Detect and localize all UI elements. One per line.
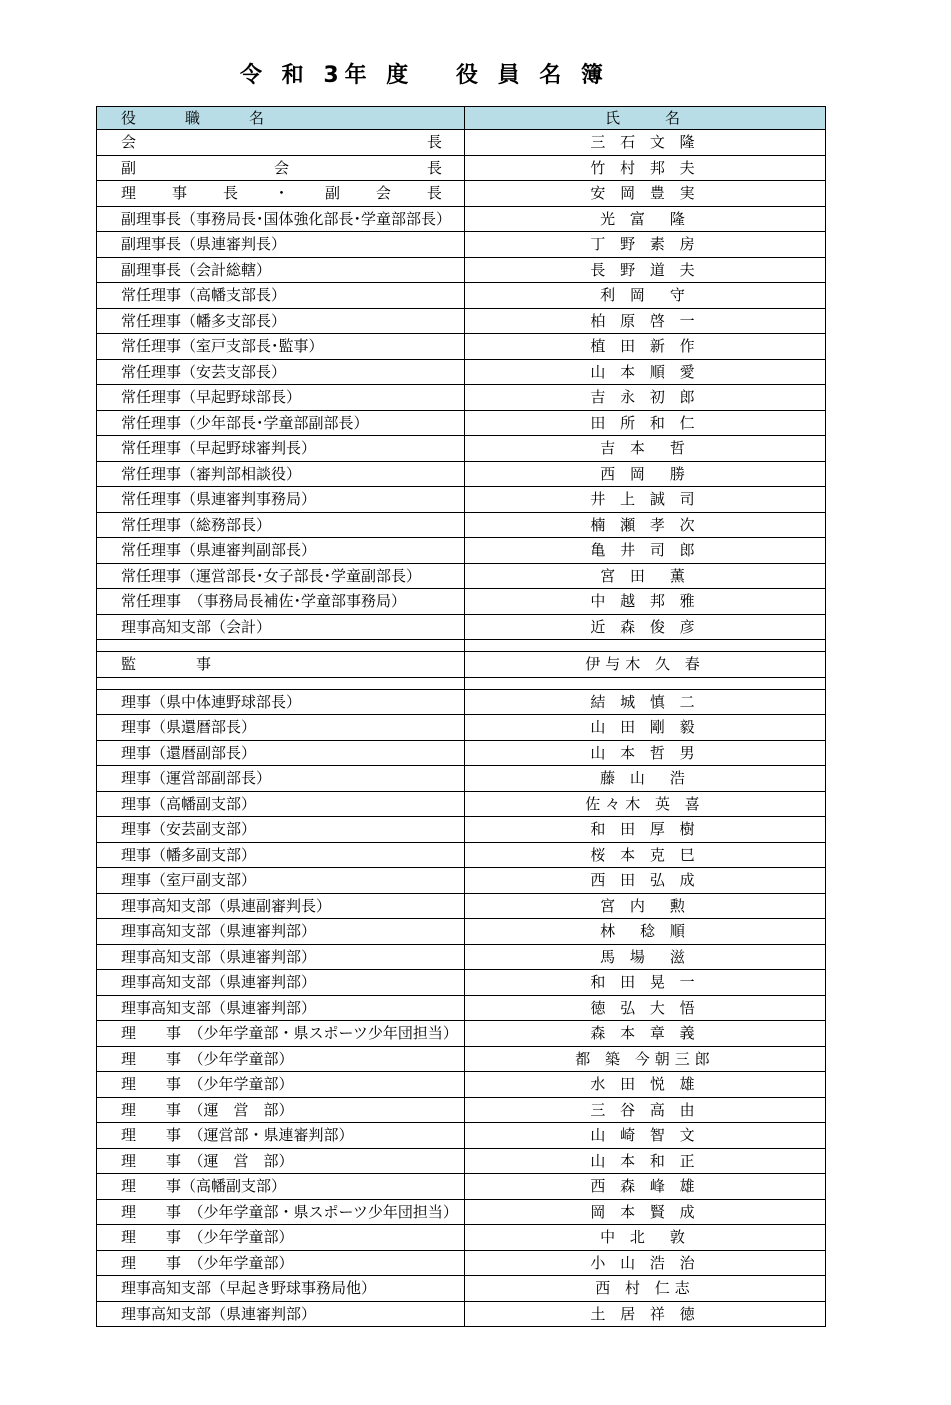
name-cell: 柏 原 啓 一 <box>465 308 826 334</box>
role-cell: 常任理事（県連審判事務局） <box>97 487 465 513</box>
role-cell: 常任理事（安芸支部長） <box>97 359 465 385</box>
name-cell: 山 本 哲 男 <box>465 740 826 766</box>
table-row <box>97 614 826 640</box>
table-row-auditor <box>97 652 826 678</box>
role-cell: 理事高知支部（県連副審判長） <box>97 893 465 919</box>
role-cell: 理 事 （運 営 部） <box>97 1148 465 1174</box>
name-cell: 水 田 悦 雄 <box>465 1072 826 1098</box>
name-cell: 山 本 和 正 <box>465 1148 826 1174</box>
role-char: 長 <box>426 158 442 177</box>
role-cell: 常任理事（審判部相談役） <box>97 461 465 487</box>
table-row <box>97 359 826 385</box>
name-cell: 三 石 文 隆 <box>465 130 826 156</box>
role-cell: 常任理事（総務部長） <box>97 512 465 538</box>
header-role: 役 職 名 <box>97 107 465 130</box>
role-cell: 理 事 （少年学童部・県スポーツ少年団担当） <box>97 1021 465 1047</box>
name-cell: 林 稔 順 <box>465 919 826 945</box>
officer-table <box>96 106 826 1327</box>
table-row <box>97 283 826 309</box>
role-cell: 理事（室戸副支部） <box>97 868 465 894</box>
role-cell: 理事（県還暦部長） <box>97 715 465 741</box>
table-row <box>97 1046 826 1072</box>
table-row <box>97 334 826 360</box>
name-cell: 中 北 敦 <box>465 1225 826 1251</box>
table-row <box>97 130 826 156</box>
role-cell: 常任理事（高幡支部長） <box>97 283 465 309</box>
name-cell: 丁 野 素 房 <box>465 232 826 258</box>
name-cell: 楠 瀬 孝 次 <box>465 512 826 538</box>
table-row <box>97 944 826 970</box>
role-cell: 理事（運営部副部長） <box>97 766 465 792</box>
role-cell: 理 事 （少年学童部・県スポーツ少年団担当） <box>97 1199 465 1225</box>
role-cell: 監 事 <box>97 652 465 678</box>
name-cell: 小 山 浩 治 <box>465 1250 826 1276</box>
role-char: 会 <box>375 184 391 203</box>
role-cell: 理 事 （少年学童部） <box>97 1072 465 1098</box>
role-cell: 理 事 （少年学童部） <box>97 1046 465 1072</box>
name-cell: 田 所 和 仁 <box>465 410 826 436</box>
name-cell: 和 田 厚 樹 <box>465 817 826 843</box>
name-cell: 都 築 今朝三郎 <box>465 1046 826 1072</box>
name-cell: 結 城 慎 二 <box>465 689 826 715</box>
name-cell: 山 田 剛 毅 <box>465 715 826 741</box>
table-row <box>97 512 826 538</box>
name-cell: 宮 田 薫 <box>465 563 826 589</box>
role-cell <box>97 181 465 207</box>
role-cell: 理 事 （運営部・県連審判部） <box>97 1123 465 1149</box>
name-cell: 利 岡 守 <box>465 283 826 309</box>
table-row <box>97 155 826 181</box>
table-row <box>97 308 826 334</box>
role-char: 長 <box>426 133 442 152</box>
role-cell: 理事高知支部（県連審判部） <box>97 919 465 945</box>
table-row <box>97 970 826 996</box>
role-cell <box>97 130 465 156</box>
table-header <box>97 107 826 130</box>
table-row <box>97 538 826 564</box>
table-row <box>97 868 826 894</box>
name-cell: 西 森 峰 雄 <box>465 1174 826 1200</box>
table-row <box>97 1276 826 1302</box>
role-char: 事 <box>171 184 187 203</box>
name-cell: 井 上 誠 司 <box>465 487 826 513</box>
role-cell: 常任理事 （事務局長補佐･学童部事務局） <box>97 589 465 615</box>
role-char: 理 <box>121 184 137 203</box>
table-row <box>97 181 826 207</box>
role-char: 会 <box>121 133 137 152</box>
name-cell: 土 居 祥 徳 <box>465 1301 826 1327</box>
table-row <box>97 1225 826 1251</box>
table-row <box>97 461 826 487</box>
name-cell: 長 野 道 夫 <box>465 257 826 283</box>
table-row <box>97 740 826 766</box>
table-row <box>97 410 826 436</box>
role-char: 会 <box>273 158 289 177</box>
name-cell: 佐々木 英 喜 <box>465 791 826 817</box>
name-cell: 宮 内 勲 <box>465 893 826 919</box>
name-cell: 西 岡 勝 <box>465 461 826 487</box>
role-cell: 常任理事（少年部長･学童部副部長） <box>97 410 465 436</box>
role-cell: 理事（高幡副支部） <box>97 791 465 817</box>
name-cell: 三 谷 高 由 <box>465 1097 826 1123</box>
table-row <box>97 817 826 843</box>
role-cell: 理事（県中体連野球部長） <box>97 689 465 715</box>
role-cell: 副理事長（事務局長･国体強化部長･学童部部長） <box>97 206 465 232</box>
table-gap <box>97 640 826 652</box>
role-cell: 常任理事（幡多支部長） <box>97 308 465 334</box>
name-cell: 竹 村 邦 夫 <box>465 155 826 181</box>
table-row <box>97 232 826 258</box>
role-cell: 理 事 （少年学童部） <box>97 1250 465 1276</box>
name-cell: 吉 本 哲 <box>465 436 826 462</box>
name-cell: 中 越 邦 雅 <box>465 589 826 615</box>
table-row <box>97 893 826 919</box>
role-cell: 常任理事（運営部長･女子部長･学童副部長） <box>97 563 465 589</box>
name-cell: 藤 山 浩 <box>465 766 826 792</box>
name-cell: 吉 永 初 郎 <box>465 385 826 411</box>
name-cell: 森 本 章 義 <box>465 1021 826 1047</box>
role-cell: 理 事（高幡副支部） <box>97 1174 465 1200</box>
name-cell: 徳 弘 大 悟 <box>465 995 826 1021</box>
role-cell: 理事（幡多副支部） <box>97 842 465 868</box>
role-cell: 理事（還暦副部長） <box>97 740 465 766</box>
name-cell: 安 岡 豊 実 <box>465 181 826 207</box>
page-title: 令 和 3年 度 役 員 名 簿 <box>240 63 609 88</box>
role-cell: 副理事長（会計総轄） <box>97 257 465 283</box>
table-row <box>97 842 826 868</box>
name-cell: 近 森 俊 彦 <box>465 614 826 640</box>
name-cell: 西 田 弘 成 <box>465 868 826 894</box>
table-row <box>97 1097 826 1123</box>
table-row <box>97 1021 826 1047</box>
role-cell: 理事高知支部（会計） <box>97 614 465 640</box>
table-row <box>97 995 826 1021</box>
table-row <box>97 919 826 945</box>
table-row <box>97 766 826 792</box>
role-cell: 理事高知支部（県連審判部） <box>97 1301 465 1327</box>
role-cell: 理事高知支部（県連審判部） <box>97 970 465 996</box>
role-cell: 常任理事（早起野球審判長） <box>97 436 465 462</box>
table-row <box>97 791 826 817</box>
table-row <box>97 1301 826 1327</box>
role-cell: 副理事長（県連審判長） <box>97 232 465 258</box>
name-cell: 和 田 晃 一 <box>465 970 826 996</box>
role-cell: 理事高知支部（県連審判部） <box>97 944 465 970</box>
role-char: 副 <box>121 158 137 177</box>
role-cell: 常任理事（室戸支部長･監事） <box>97 334 465 360</box>
header-name: 氏 名 <box>465 107 826 130</box>
role-cell <box>97 155 465 181</box>
name-cell: 伊与木 久 春 <box>465 652 826 678</box>
table-row <box>97 563 826 589</box>
table-row <box>97 1199 826 1225</box>
role-cell: 常任理事（県連審判副部長） <box>97 538 465 564</box>
table-row <box>97 1148 826 1174</box>
table-row <box>97 257 826 283</box>
role-cell: 理 事 （少年学童部） <box>97 1225 465 1251</box>
table-gap <box>97 677 826 689</box>
role-char: 副 <box>324 184 340 203</box>
name-cell: 亀 井 司 郎 <box>465 538 826 564</box>
table-row <box>97 715 826 741</box>
table-row <box>97 1072 826 1098</box>
table-row <box>97 1174 826 1200</box>
table-row <box>97 1123 826 1149</box>
role-char: 長 <box>222 184 238 203</box>
table-row <box>97 589 826 615</box>
role-cell: 理事高知支部（早起き野球事務局他） <box>97 1276 465 1302</box>
table-row <box>97 436 826 462</box>
role-cell: 理 事 （運 営 部） <box>97 1097 465 1123</box>
name-cell: 馬 場 滋 <box>465 944 826 970</box>
name-cell: 西 村 仁志 <box>465 1276 826 1302</box>
role-cell: 常任理事（早起野球部長） <box>97 385 465 411</box>
name-cell: 岡 本 賢 成 <box>465 1199 826 1225</box>
table-row <box>97 1250 826 1276</box>
name-cell: 植 田 新 作 <box>465 334 826 360</box>
role-char: 長 <box>426 184 442 203</box>
role-char: ・ <box>273 184 289 203</box>
table-row <box>97 206 826 232</box>
name-cell: 桜 本 克 巳 <box>465 842 826 868</box>
table-row <box>97 689 826 715</box>
table-row <box>97 385 826 411</box>
name-cell: 山 崎 智 文 <box>465 1123 826 1149</box>
name-cell: 光 富 隆 <box>465 206 826 232</box>
name-cell: 山 本 順 愛 <box>465 359 826 385</box>
role-cell: 理事高知支部（県連審判部） <box>97 995 465 1021</box>
role-cell: 理事（安芸副支部） <box>97 817 465 843</box>
table-row <box>97 487 826 513</box>
